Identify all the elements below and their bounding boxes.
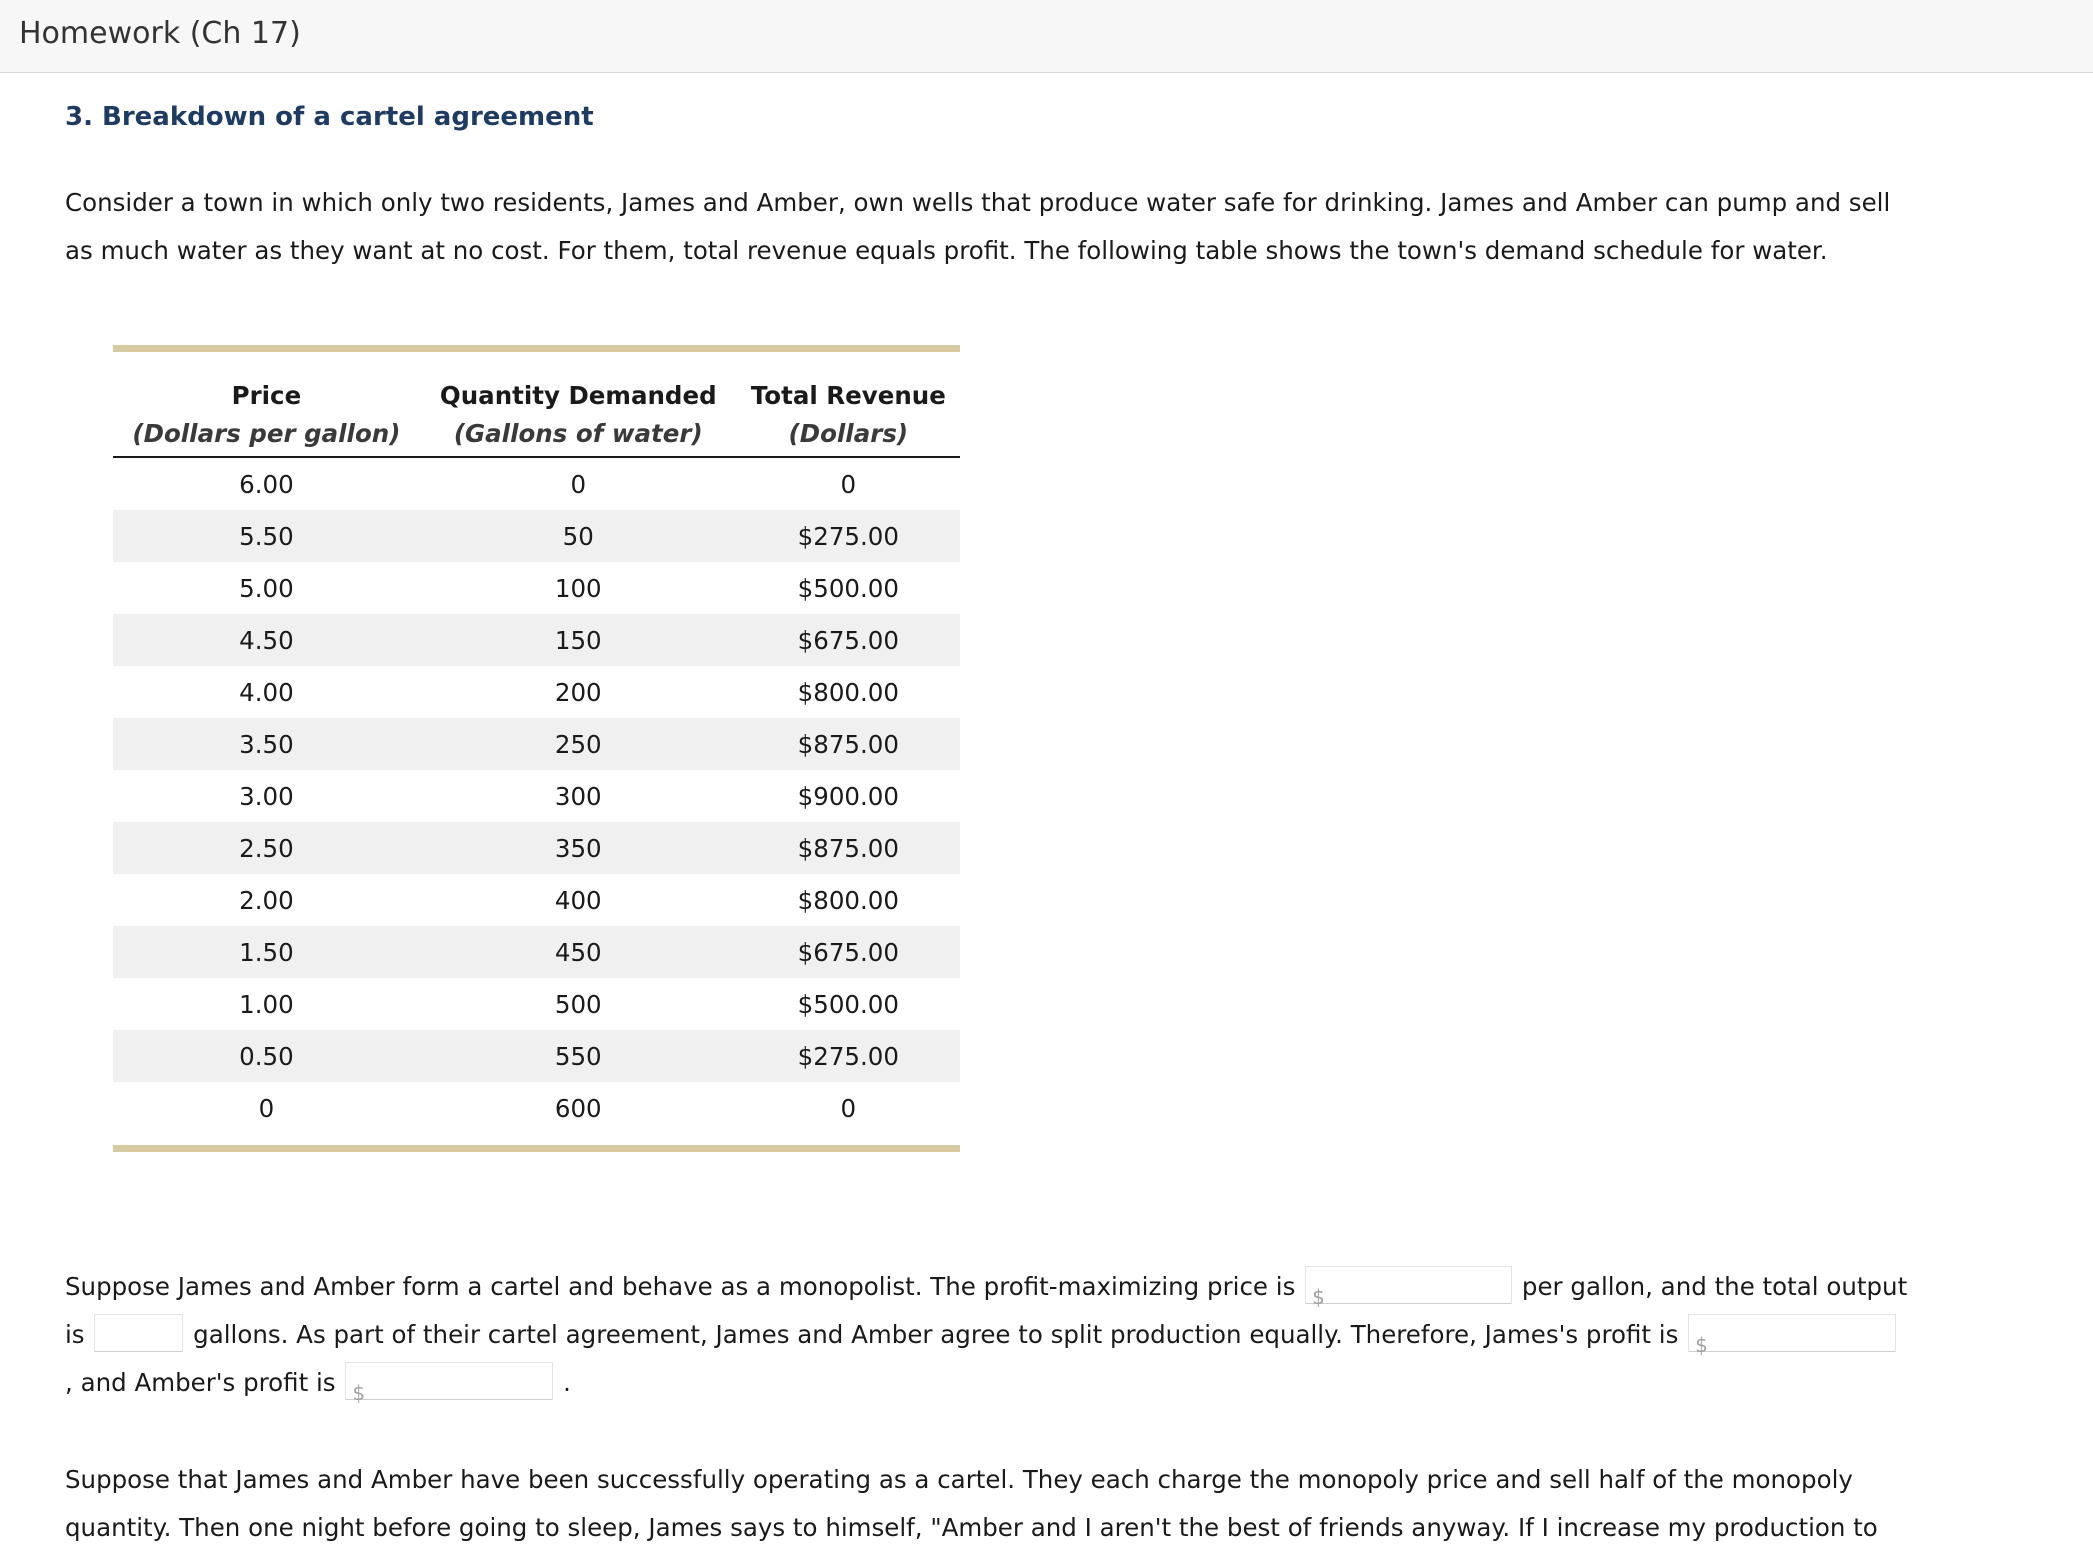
table-row [113, 822, 960, 874]
defection-question-paragraph: Suppose that James and Amber have been successfully operating as a cartel. They each charge the monopoly price and sell half of the monopoly quantity. Then one night before going to sleep, James says to himself, "Amber and I aren't the best of friends anyway. If I increase my production to [65, 1465, 1878, 1542]
price-cell: 3.50 [113, 718, 420, 770]
output-answer-field[interactable] [94, 1314, 183, 1352]
quantity-cell: 600 [554, 1093, 602, 1123]
header-bar [0, 0, 2093, 73]
quantity-cell: 400 [554, 885, 602, 915]
revenue-cell: 0 [840, 469, 857, 499]
header-quantity: Quantity Demanded [439, 381, 717, 410]
table-row [113, 457, 960, 510]
table-row [113, 562, 960, 614]
table-row [113, 926, 960, 978]
revenue-cell: $500.00 [797, 989, 899, 1019]
table-row [113, 978, 960, 1030]
james-profit-input[interactable] [1689, 1315, 1895, 1351]
quantity-cell: 0 [570, 469, 587, 499]
quantity-cell: 50 [420, 510, 737, 562]
quantity-cell: 100 [554, 573, 602, 603]
demand-schedule-table [113, 345, 960, 1152]
table-row [113, 874, 960, 926]
revenue-cell: $900.00 [797, 781, 899, 811]
price-cell: 3.00 [239, 781, 294, 811]
price-cell: 1.00 [239, 989, 294, 1019]
quantity-cell: 150 [420, 614, 737, 666]
header-revenue-unit: (Dollars) [737, 410, 960, 457]
revenue-cell: $275.00 [737, 510, 960, 562]
revenue-cell: $875.00 [737, 822, 960, 874]
price-cell: 5.00 [239, 573, 294, 603]
price-cell: 6.00 [239, 469, 294, 499]
dollar-sign: $ [352, 1381, 366, 1405]
quantity-cell: 450 [420, 926, 737, 978]
table-row [113, 666, 960, 718]
price-answer-field[interactable] [1305, 1266, 1512, 1309]
intro-paragraph: Consider a town in which only two residents, James and Amber, own wells that produce water safe for drinking. James and Amber can pump and sell as much water as they want at no cost. For them, total revenue equals profit. The following table shows the town's demand schedule for water. [65, 188, 1891, 265]
header-price: Price [231, 381, 302, 410]
price-cell: 4.00 [239, 677, 294, 707]
table-row [113, 510, 960, 562]
james-profit-answer-field[interactable] [1688, 1314, 1896, 1357]
assignment-title: Homework (Ch 17) [19, 16, 301, 51]
quantity-cell: 500 [554, 989, 602, 1019]
price-cell: 4.50 [113, 614, 420, 666]
price-cell: 0.50 [113, 1030, 420, 1082]
quantity-cell: 550 [420, 1030, 737, 1082]
quantity-cell: 250 [420, 718, 737, 770]
amber-profit-input[interactable] [346, 1363, 552, 1399]
table-row [113, 1082, 960, 1134]
table-row [113, 1030, 960, 1082]
cartel-question-paragraph: Suppose James and Amber form a cartel and behave as a monopolist. The profit-maximizing price is $ per gallon, and the total output is gallons. As part of their cartel agreement, James and Amber agree to split production equally. Therefore, James's profit is $ , and Amber's profit is $ . [65, 1263, 1910, 1407]
dollar-sign: $ [1695, 1333, 1708, 1357]
revenue-cell: $675.00 [737, 614, 960, 666]
revenue-cell: $875.00 [737, 718, 960, 770]
header-quantity-unit: (Gallons of water) [420, 410, 737, 457]
revenue-cell: $800.00 [797, 885, 899, 915]
revenue-cell: $800.00 [797, 677, 899, 707]
table-row [113, 718, 960, 770]
quantity-cell: 200 [554, 677, 602, 707]
price-cell: 1.50 [113, 926, 420, 978]
revenue-cell: $275.00 [737, 1030, 960, 1082]
table-bottom-rule [113, 1145, 960, 1152]
revenue-cell: 0 [840, 1093, 857, 1123]
table-row [113, 614, 960, 666]
revenue-cell: $675.00 [737, 926, 960, 978]
table-row [113, 770, 960, 822]
dollar-sign: $ [1312, 1285, 1325, 1309]
revenue-cell: $500.00 [797, 573, 899, 603]
price-cell: 0 [258, 1093, 275, 1123]
amber-profit-answer-field[interactable] [345, 1362, 553, 1405]
price-cell: 5.50 [113, 510, 420, 562]
header-price-unit: (Dollars per gallon) [113, 410, 420, 457]
price-cell: 2.00 [239, 885, 294, 915]
table-top-rule [113, 345, 960, 352]
quantity-cell: 300 [554, 781, 602, 811]
header-revenue: Total Revenue [750, 381, 946, 410]
question-title: 3. Breakdown of a cartel agreement [65, 102, 594, 132]
price-cell: 2.50 [113, 822, 420, 874]
output-input[interactable] [95, 1315, 182, 1351]
price-input[interactable] [1306, 1267, 1511, 1303]
quantity-cell: 350 [420, 822, 737, 874]
